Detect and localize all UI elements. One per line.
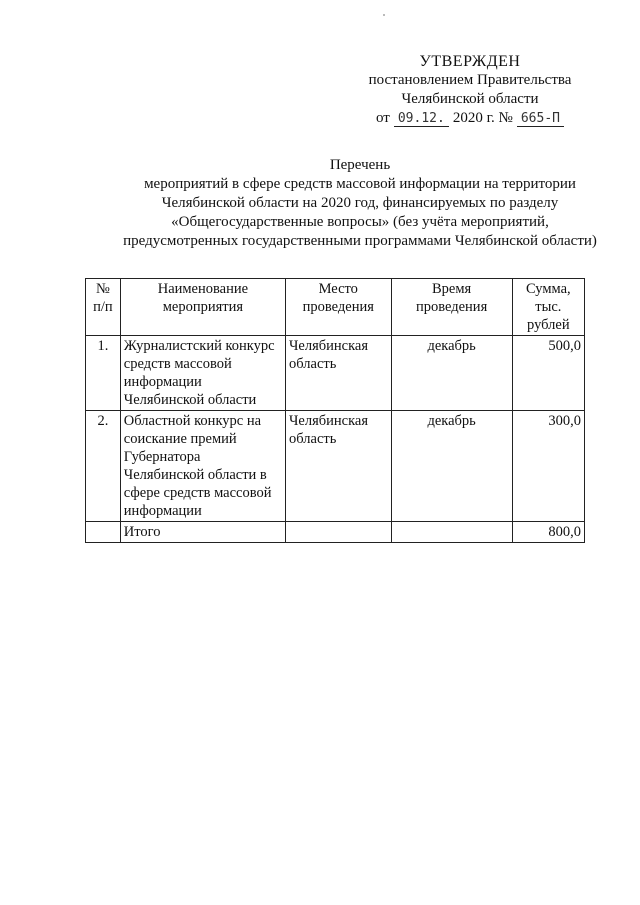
header-name: Наименование мероприятия <box>120 279 285 336</box>
row-num: 2. <box>86 411 121 522</box>
header-sum: Сумма, тыс. рублей <box>512 279 584 336</box>
row-sum: 300,0 <box>512 411 584 522</box>
approval-line-2: Челябинской области <box>401 91 539 107</box>
total-label: Итого <box>120 522 285 543</box>
heading-line-5: предусмотренных государственными программами Челябинской области) <box>123 233 597 249</box>
total-row <box>86 522 585 543</box>
total-sum: 800,0 <box>512 522 584 543</box>
approval-title: УТВЕРЖДЕН <box>419 53 521 70</box>
heading-line-4: «Общегосударственные вопросы» (без учёта мероприятий, <box>171 214 549 230</box>
table-row <box>86 336 585 411</box>
header-place: Место проведения <box>286 279 392 336</box>
approval-date-line <box>330 109 610 128</box>
row-name: Областной конкурс на соискание премий Губернатора Челябинской области в сфере средств массовой информации <box>120 411 285 522</box>
heading-line-2: мероприятий в сфере средств массовой информации на территории <box>144 176 576 192</box>
row-place: Челябинская область <box>286 336 392 411</box>
table-header-row <box>86 279 585 336</box>
document-heading <box>60 156 640 251</box>
row-name: Журналистский конкурс средств массовой информации Челябинской области <box>120 336 285 411</box>
date-prefix: от <box>376 110 390 126</box>
table-row <box>86 411 585 522</box>
row-time: декабрь <box>391 411 512 522</box>
total-time-cell <box>391 522 512 543</box>
year-text: 2020 г. № <box>452 110 513 126</box>
header-num: № п/п <box>86 279 121 336</box>
events-table <box>85 278 585 543</box>
approval-stamp <box>330 52 610 128</box>
total-place-cell <box>286 522 392 543</box>
date-value: 09.12. <box>394 111 449 127</box>
heading-line-1: Перечень <box>329 157 391 173</box>
scan-speck <box>383 14 385 16</box>
header-time: Время проведения <box>391 279 512 336</box>
row-num: 1. <box>86 336 121 411</box>
heading-line-3: Челябинской области на 2020 год, финансируемых по разделу <box>161 195 559 211</box>
decree-number: 665-П <box>517 111 564 127</box>
approval-line-1: постановлением Правительства <box>368 72 572 88</box>
row-place: Челябинская область <box>286 411 392 522</box>
total-num-cell <box>86 522 121 543</box>
row-time: декабрь <box>391 336 512 411</box>
row-sum: 500,0 <box>512 336 584 411</box>
